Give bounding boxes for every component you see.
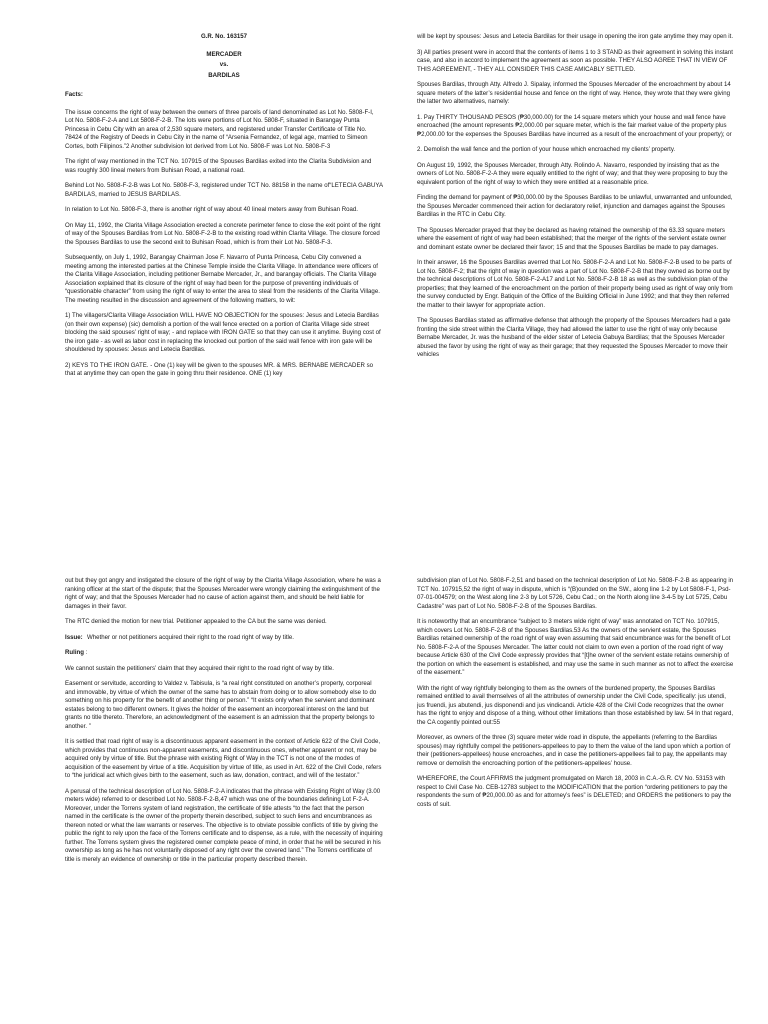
page2-left-column	[65, 577, 383, 1017]
paragraph: Subsequently, on July 1, 1992, Barangay Chairman Jose F. Navarro of Punta Princesa, Cebu City convened a meeting among the interested parties at the Chinese Temple inside the Clarita Village. In attendance were officers of the Clarita Village Association, including petitioner Bernabe Mercader, Jr., and barangay officials. The Clarita Village Association explained that its closure of the right of way had been for the purpose of preventing individuals of “questionable character” from using the right of way to enter the area to steal from the residents of the Clarita Village. The meeting resulted in the discussion and agreement of the following matters, to wit:	[65, 254, 380, 304]
paragraph: Moreover, as owners of the three (3) square meter wide road in dispute, the appellants (referring to the Bardilas spouses) may rightfully compel the petitioners-appellees to pay to them the value of the land upon which a portion of their (petitioners-appellees) house encroaches, and in case the petitioners-appellees fail to pay, the appellants may remove or demolish the encroaching portion of the petitioners-appellees’ house.	[417, 734, 731, 767]
paragraph: 3) All parties present were in accord that the contents of items 1 to 3 STAND as their agreement in solving this instant case, and also in accord to implement the agreement as soon as possible. THEY ALSO AGREE THAT IN VIEW OF THIS AGREEMENT, - THEY ALL CONSIDER THIS CASE AMICABLY SETTLED.	[417, 48, 733, 73]
paragraph: On May 11, 1992, the Clarita Village Association erected a concrete perimeter fence to close the exit point of the right of way of the Spouses Bardilas from Lot No. 5808-F-2-B to the existing road within Clarita Village. The closure forced the Spouses Bardilas to use the second exit to Buhisan Road, which is from their Lot No. 5808-F-3.	[65, 221, 381, 246]
issue-paragraph	[65, 634, 383, 643]
paragraph: The issue concerns the right of way between the owners of three parcels of land denominated as Lot No. 5808-F-I, Lot No. 5808-F-2-A and Lot 5808-F-2-B. The lots were portions of Lot No. 5808-F, situated in Barangay Punta Princesa in Cebu City with an area of 2,530 square meters, and registered under Transfer Certificate of Title No. 78424 of the Registry of Deeds in Cebu City in the name of “Arsenia Fernandez, of legal age, married to Simeon Cortes, both Filipinos.”2 Another subdivision lot derived from Lot No. 5808-F was Lot No. 5808-F-3	[65, 108, 374, 150]
paragraph: Easement or servitude, according to Valdez v. Tabisula, is “a real right constituted on another’s property, corporeal and immovable, by virtue of which the owner of the same has to abstain from doing or to allow somebody else to do something on his property for the benefit of another thing or person.” “It exists only when the servient and dominant estates belong to two different owners. It gives the holder of the easement an incorporeal interest on the land but grants no title thereto. Therefore, an acknowledgment of the easement is an admission that the property belongs to another. ”	[65, 680, 377, 730]
paragraph: Finding the demand for payment of ₱30,000.00 by the Spouses Bardilas to be unlawful, unwarranted and unfounded, the Spouses Mercader commenced their action for declaratory relief, injunction and damages against the Spouses Bardilas in the RTC in Cebu City.	[417, 194, 733, 218]
ruling-paragraph	[65, 649, 383, 658]
paragraph: 1) The villagers/Clarita Village Association WILL HAVE NO OBJECTION for the spouses: Jesus and Letecia Bardilas (on their own expense) (sic) demolish a portion of the wall fence erected on a portion of Clarita Village side street blocking the said spouses’ right of way; - and replace with IRON GATE so that they can use it anytime. Buying cost of the iron gate - as well as labor cost in replacing the knocked out portion of the said wall fence with iron gate will be shouldered by spouses: Jesus and Letecia Bardilas.	[65, 312, 381, 353]
paragraph: 2. Demolish the wall fence and the portion of your house which encroached my clients’ property.	[417, 146, 676, 153]
paragraph: 1. Pay THIRTY THOUSAND PESOS (₱30,000.00) for the 14 square meters which your house and wall fence have encroached (the amount represents ₱2,000.00 per square meter, which is the fair market value of the property plus ₱2,000.00 for the expenses the Spouses Bardilas have incurred as a result of the encroachment of your property); or	[417, 113, 732, 138]
paragraph: The Spouses Bardilas stated as affirmative defense that although the property of the Spouses Mercaders had a gate fronting the side street within the Clarita Village, they had allowed the latter to use the right of way only because Bernabe Mercader, Jr. was the husband of the elder sister of Letecia Gabuya Bardilas; that the Spouses Mercader abused the favor by using the right of way as their garage; that they requested the Spouses Mercader to move their vehicles	[417, 317, 731, 358]
page1-right-column	[417, 33, 735, 505]
paragraph: It is settled that road right of way is a discontinuous apparent easement in the context of Article 622 of the Civil Code, which provides that continuous non-apparent easements, and discontinuous ones, whether apparent or not, may be acquired only by virtue of title. But the phrase with existing Right of Way in the TCT is not one of the modes of acquisition of the easement by virtue of a title. Acquisition by virtue of title, as used in Art. 622 of the Civil Code, refers to “the juridical act which gives birth to the easement, such as law, donation, contract, and will of the testator.”	[65, 738, 382, 779]
issue-heading: Issue:	[65, 633, 83, 641]
paragraph: The RTC denied the motion for new trial. Petitioner appealed to the CA but the same was denied.	[65, 618, 327, 625]
ruling-colon: :	[83, 649, 88, 656]
paragraph: Spouses Bardilas, through Atty. Alfredo J. Sipalay, informed the Spouses Mercader of the encroachment by about 14 square meters of the latter’s residential house and fence on the right of way. Hence, they wrote that they were giving the latter two alternatives, namely:	[417, 81, 731, 105]
paragraph: With the right of way rightfully belonging to them as the owners of the burdened property, the Spouses Bardilas remained entitled to avail themselves of all the attributes of ownership under the Civil Code, specifically: jus utendi, jus fruendi, jus abutendi, jus disponendi and jus vindicandi. Article 428 of the Civil Code recognizes that the owner has the right to enjoy and dispose of a thing, without other limitations than those established by law. 54 In that regard, the CA cogently pointed out:55	[417, 684, 734, 726]
facts-heading: Facts:	[65, 91, 83, 98]
paragraph: In their answer, 16 the Spouses Bardilas averred that Lot No. 5808-F-2-A and Lot No. 5808-F-2-B used to be parts of Lot No. 5808-F-2; that the right of way in question was a part of Lot No. 5808-F-2-B that they owned as borne out by the technical descriptions of Lot No. 5808-F-2-A17 and Lot No. 5808-F-2-B 18 as well as the subdivision plan of the properties; that they learned of the encroachment on the portion of their property being used as right of way only from the survey conducted by Engr. Batiquin of the Office of the Building Official in June 1992; and that they then referred the matter to their lawyer for appropriate action.	[417, 259, 733, 309]
paragraph: We cannot sustain the petitioners’ claim that they acquired their right to the road right of way by title.	[65, 664, 334, 672]
paragraph: out but they got angry and instigated the closure of the right of way by the Clarita Village Association, where he was a ranking officer at the start of the dispute; that the Spouses Mercader were wrongly claiming the extinguishment of the right of way; and that the Spouses Mercader had no cause of action against them, and should be held liable for damages in their favor.	[65, 577, 381, 610]
paragraph: The Spouses Mercader prayed that they be declared as having retained the ownership of the 63.33 square meters where the easement of right of way had been established; that the merger of the rights of the servient estate owner and dominant estate owner be declared their favor; 15 and that the Spouses Bardilas be made to pay damages.	[417, 226, 727, 251]
ruling-heading: Ruling	[65, 649, 84, 656]
paragraph: In relation to Lot No. 5808-F-3, there is another right of way about 40 lineal meters away from Buhisan Road.	[65, 206, 358, 213]
page1-left-column	[65, 33, 383, 505]
party-two: BARDILAS	[208, 71, 240, 79]
party-one: MERCADER	[206, 50, 242, 58]
versus-label: vs.	[219, 61, 229, 68]
paragraph: subdivision plan of Lot No. 5808-F-2,51 and based on the technical description of Lot No. 5808-F-2-B as appearing in TCT No. 107915,52 the right of way in dispute, which is “(B)ounded on the SW., along line 1-2 by Lot 5808-F-1, Psd-07-01-004579; on the West along line 2-3 by Lot 5726, Cebu Cad.; on the North along line 3-4-5 by Lot 5725, Cebu Cadastre” was part of Lot No. 5808-F-2-B of the Spouses Bardilas.	[417, 577, 734, 610]
paragraph: On August 19, 1992, the Spouses Mercader, through Atty. Rolindo A. Navarro, responded by insisting that as the owners of Lot No. 5808-F-2-A they were equally entitled to the right of way; and that they were proposing to buy the equivalent portion of the right of way to which they were entitled at a reasonable price.	[417, 161, 728, 186]
paragraph: Behind Lot No. 5808-F-2-B was Lot No. 5808-F-3, registered under TCT No. 88158 in the name of“LETECIA GABUYA BARDILAS, married to JESUS BARDILAS.	[65, 182, 383, 198]
issue-text: Whether or not petitioners acquired their right to the road right of way by title.	[87, 633, 294, 641]
paragraph: will be kept by spouses: Jesus and Letecia Bardilas for their usage in opening the iron gate anytime they may open it.	[417, 33, 734, 40]
page2-right-column	[417, 577, 735, 1017]
case-number: G.R. No. 163157	[200, 33, 248, 40]
paragraph: 2) KEYS TO THE IRON GATE. - One (1) key will be given to the spouses MR. & MRS. BERNABE MERCADER so that at anytime they can open the gate in going thru their residence. ONE (1) key	[65, 361, 374, 377]
paragraph: The right of way mentioned in the TCT No. 107915 of the Spouses Bardilas exited into the Clarita Subdivision and was roughly 300 lineal meters from Buhisan Road, a national road.	[65, 158, 372, 174]
paragraph: A perusal of the technical description of Lot No. 5808-F-2-A indicates that the phrase with Existing Right of Way (3.00 meters wide) referred to or described Lot No. 5808-F-2-B,47 which was one of the boundaries defining Lot F-2-A. Moreover, under the Torrens system of land registration, the certificate of title attests “to the fact that the person named in the certificate is the owner of the property therein described, subject to such liens and encumbrances as thereon noted or what the law warrants or reserves. The objective is to obviate possible conflicts of title by giving the public the right to rely upon the face of the Torrens certificate and to dispense, as a rule, with the necessity of inquiring further. The Torrens system gives the registered owner complete peace of mind, in order that he will be secured in his ownership as long as he has not voluntarily disposed of any right over the covered land.” The Torrens certificate of title is merely an evidence of ownership or title in the particular property described therein.	[65, 787, 383, 863]
paragraph: WHEREFORE, the Court AFFIRMS the judgment promulgated on March 18, 2003 in C.A.-G.R. CV No. 53153 with respect to Civil Case No. CEB-12783 subject to the MODIFICATION that the portion “ordering petitioners to pay the respondents the sum of ₱20,000.00 as and for attorney’s fees” is DELETED; and ORDERS the petitioners to pay the costs of suit.	[417, 775, 732, 808]
paragraph: It is noteworthy that an encumbrance “subject to 3 meters wide right of way” was annotated on TCT No. 107915, which covers Lot No. 5808-F-2-B of the Spouses Bardilas.53 As the owners of the servient estate, the Spouses Bardilas retained ownership of the road right of way even assuming that said encumbrance was for the benefit of Lot No. 5808-F-2-A of the Spouses Mercader. The latter could not claim to own even a portion of the road right of way because Article 630 of the Civil Code expressly provides that “[t]he owner of the servient estate retains ownership of the portion on which the easement is established, and may use the same in such manner as not to affect the exercise of the easement.”	[417, 618, 734, 676]
